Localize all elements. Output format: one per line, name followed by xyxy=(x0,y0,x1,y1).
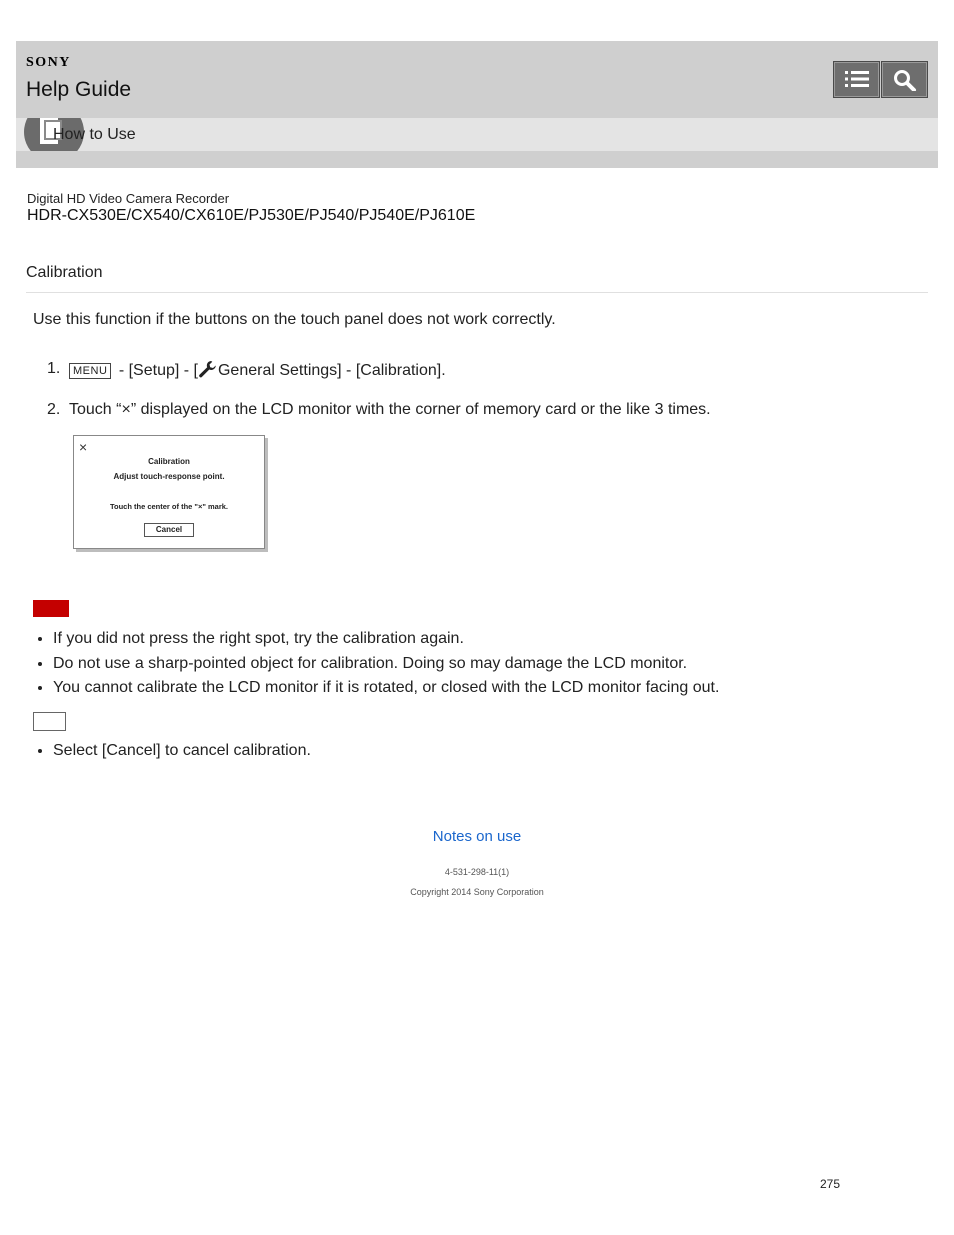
header-strip xyxy=(16,151,938,168)
note-badge xyxy=(33,600,69,617)
intro-text: Use this function if the buttons on the touch panel does not work correctly. xyxy=(33,311,556,328)
step-number: 1. xyxy=(47,360,61,377)
page-header xyxy=(16,41,938,118)
copyright: Copyright 2014 Sony Corporation xyxy=(410,887,544,897)
list-item: • If you did not press the right spot, try the calibration again. xyxy=(53,630,719,655)
page-title: Calibration xyxy=(26,264,103,281)
search-icon xyxy=(893,69,917,91)
calibration-screen-illustration xyxy=(73,435,265,549)
notes-on-use-link[interactable]: Notes on use xyxy=(432,828,522,845)
hints-list xyxy=(33,742,311,767)
menu-button-icon: MENU xyxy=(69,363,111,379)
list-icon xyxy=(845,69,869,89)
close-icon: × xyxy=(79,439,88,455)
sony-logo: SONY xyxy=(26,55,71,70)
notes-list xyxy=(33,630,719,704)
list-item: • Select [Cancel] to cancel calibration. xyxy=(53,742,311,767)
dialog-instruction: Touch the center of the "×" mark. xyxy=(109,502,229,511)
contents-list-button[interactable] xyxy=(833,61,880,98)
document-number: 4-531-298-11(1) xyxy=(444,867,510,877)
help-guide-title: Help Guide xyxy=(26,78,132,101)
list-item: • You cannot calibrate the LCD monitor if it is rotated, or closed with the LCD monitor facing out. xyxy=(53,679,719,704)
product-line: Digital HD Video Camera Recorder xyxy=(27,191,230,206)
step-text: Touch “×” displayed on the LCD monitor with the corner of memory card or the like 3 times. xyxy=(69,401,711,418)
hint-badge xyxy=(33,712,66,731)
list-item: • Do not use a sharp-pointed object for calibration. Doing so may damage the LCD monitor. xyxy=(53,655,719,680)
wrench-icon xyxy=(198,360,218,378)
title-divider xyxy=(26,292,928,293)
page-number: 275 xyxy=(820,1177,841,1191)
model-number: HDR-CX530E/CX540/CX610E/PJ530E/PJ540/PJ540E/PJ610E xyxy=(27,207,476,224)
step-text-part-b: General Settings] - [Calibration]. xyxy=(217,362,446,379)
step-text xyxy=(69,360,446,380)
category-label[interactable]: How to Use xyxy=(53,126,136,143)
step-number: 2. xyxy=(47,401,61,418)
search-button[interactable] xyxy=(881,61,928,98)
dialog-subtitle: Adjust touch-response point. xyxy=(113,472,225,481)
dialog-cancel-button: Cancel xyxy=(144,523,194,537)
category-bar xyxy=(16,118,938,151)
step-text-part-a: - [Setup] - [ xyxy=(114,362,198,379)
dialog-title: Calibration xyxy=(148,457,190,466)
